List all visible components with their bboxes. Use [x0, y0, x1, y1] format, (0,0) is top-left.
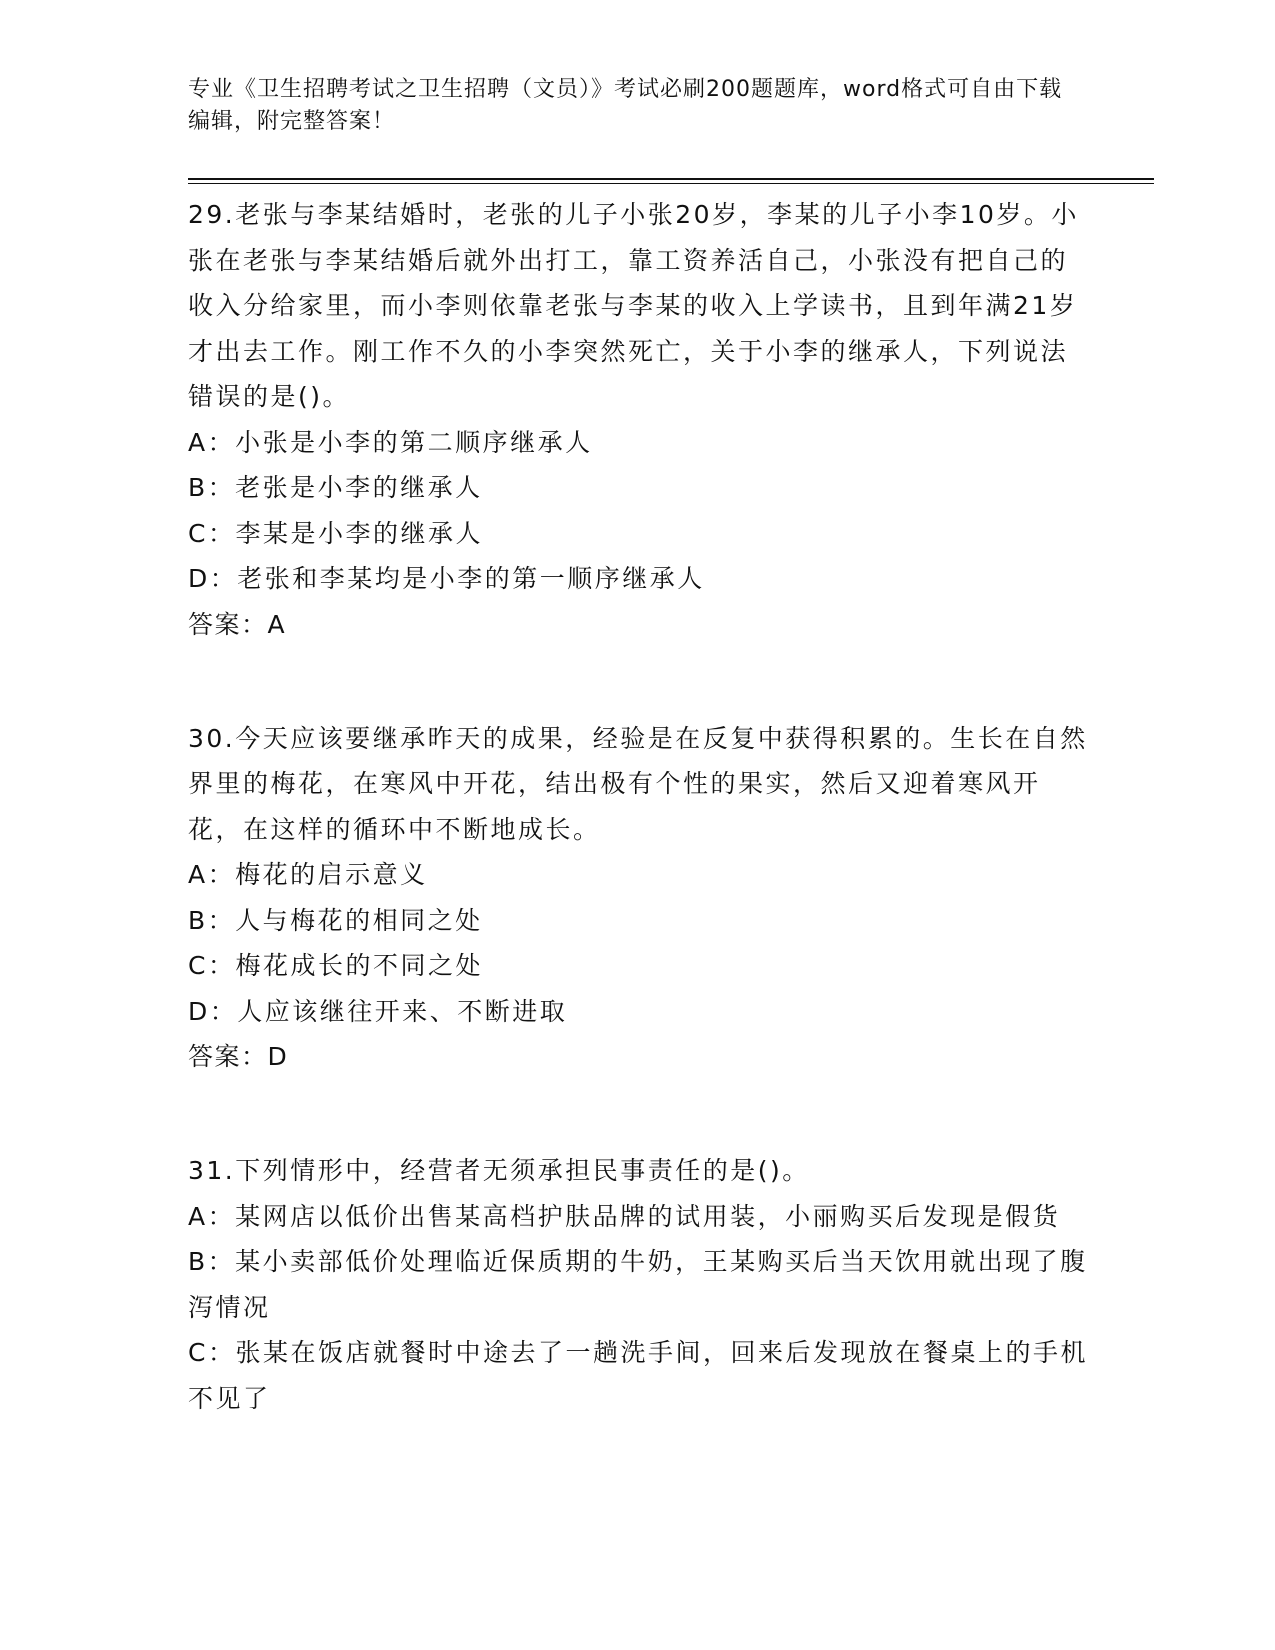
question-gap	[188, 648, 1088, 716]
question-stem: 30.今天应该要继承昨天的成果，经验是在反复中获得积累的。生长在自然界里的梅花，在寒风中开花，结出极有个性的果实，然后又迎着寒风开花，在这样的循环中不断地成长。	[188, 723, 1088, 844]
question-stem: 29.老张与李某结婚时，老张的儿子小张20岁，李某的儿子小李10岁。小张在老张与李某结婚后就外出打工，靠工资养活自己，小张没有把自己的收入分给家里，而小李则依靠老张与李某的收入上学读书，且到年满21岁才出去工作。刚工作不久的小李突然死亡，关于小李的继承人，下列说法错误的是()。	[188, 200, 1079, 411]
option-a: A：某网店以低价出售某高档护肤品牌的试用装，小丽购买后发现是假货	[188, 1201, 1061, 1231]
option-b: B：人与梅花的相同之处	[188, 905, 483, 935]
option-b: B：老张是小李的继承人	[188, 473, 483, 502]
option-d: D：人应该继往开来、不断进取	[188, 996, 568, 1026]
option-c: C：张某在饭店就餐时中途去了一趟洗手间，回来后发现放在餐桌上的手机不见了	[188, 1338, 1088, 1413]
option-a: A：梅花的启示意义	[188, 860, 428, 889]
option-c: C：梅花成长的不同之处	[188, 951, 483, 980]
question-31	[188, 1148, 1088, 1421]
header-rule-thick	[188, 178, 1154, 180]
question-gap	[188, 1080, 1088, 1148]
header-rule-thin	[188, 183, 1154, 184]
question-stem: 31.下列情形中，经营者无须承担民事责任的是()。	[188, 1156, 810, 1185]
option-c: C：李某是小李的继承人	[188, 518, 483, 548]
answer: 答案：A	[188, 609, 287, 639]
option-a: A：小张是小李的第二顺序继承人	[188, 427, 593, 457]
option-d: D：老张和李某均是小李的第一顺序继承人	[188, 564, 705, 593]
document-header: 专业《卫生招聘考试之卫生招聘（文员）》考试必刷200题题库，word格式可自由下载编辑，附完整答案！	[188, 77, 1063, 134]
answer: 答案：D	[188, 1042, 289, 1071]
question-29	[188, 192, 1088, 648]
option-b: B：某小卖部低价处理临近保质期的牛奶，王某购买后当天饮用就出现了腹泻情况	[188, 1247, 1088, 1322]
question-30	[188, 716, 1088, 1081]
question-list	[188, 192, 1088, 1421]
